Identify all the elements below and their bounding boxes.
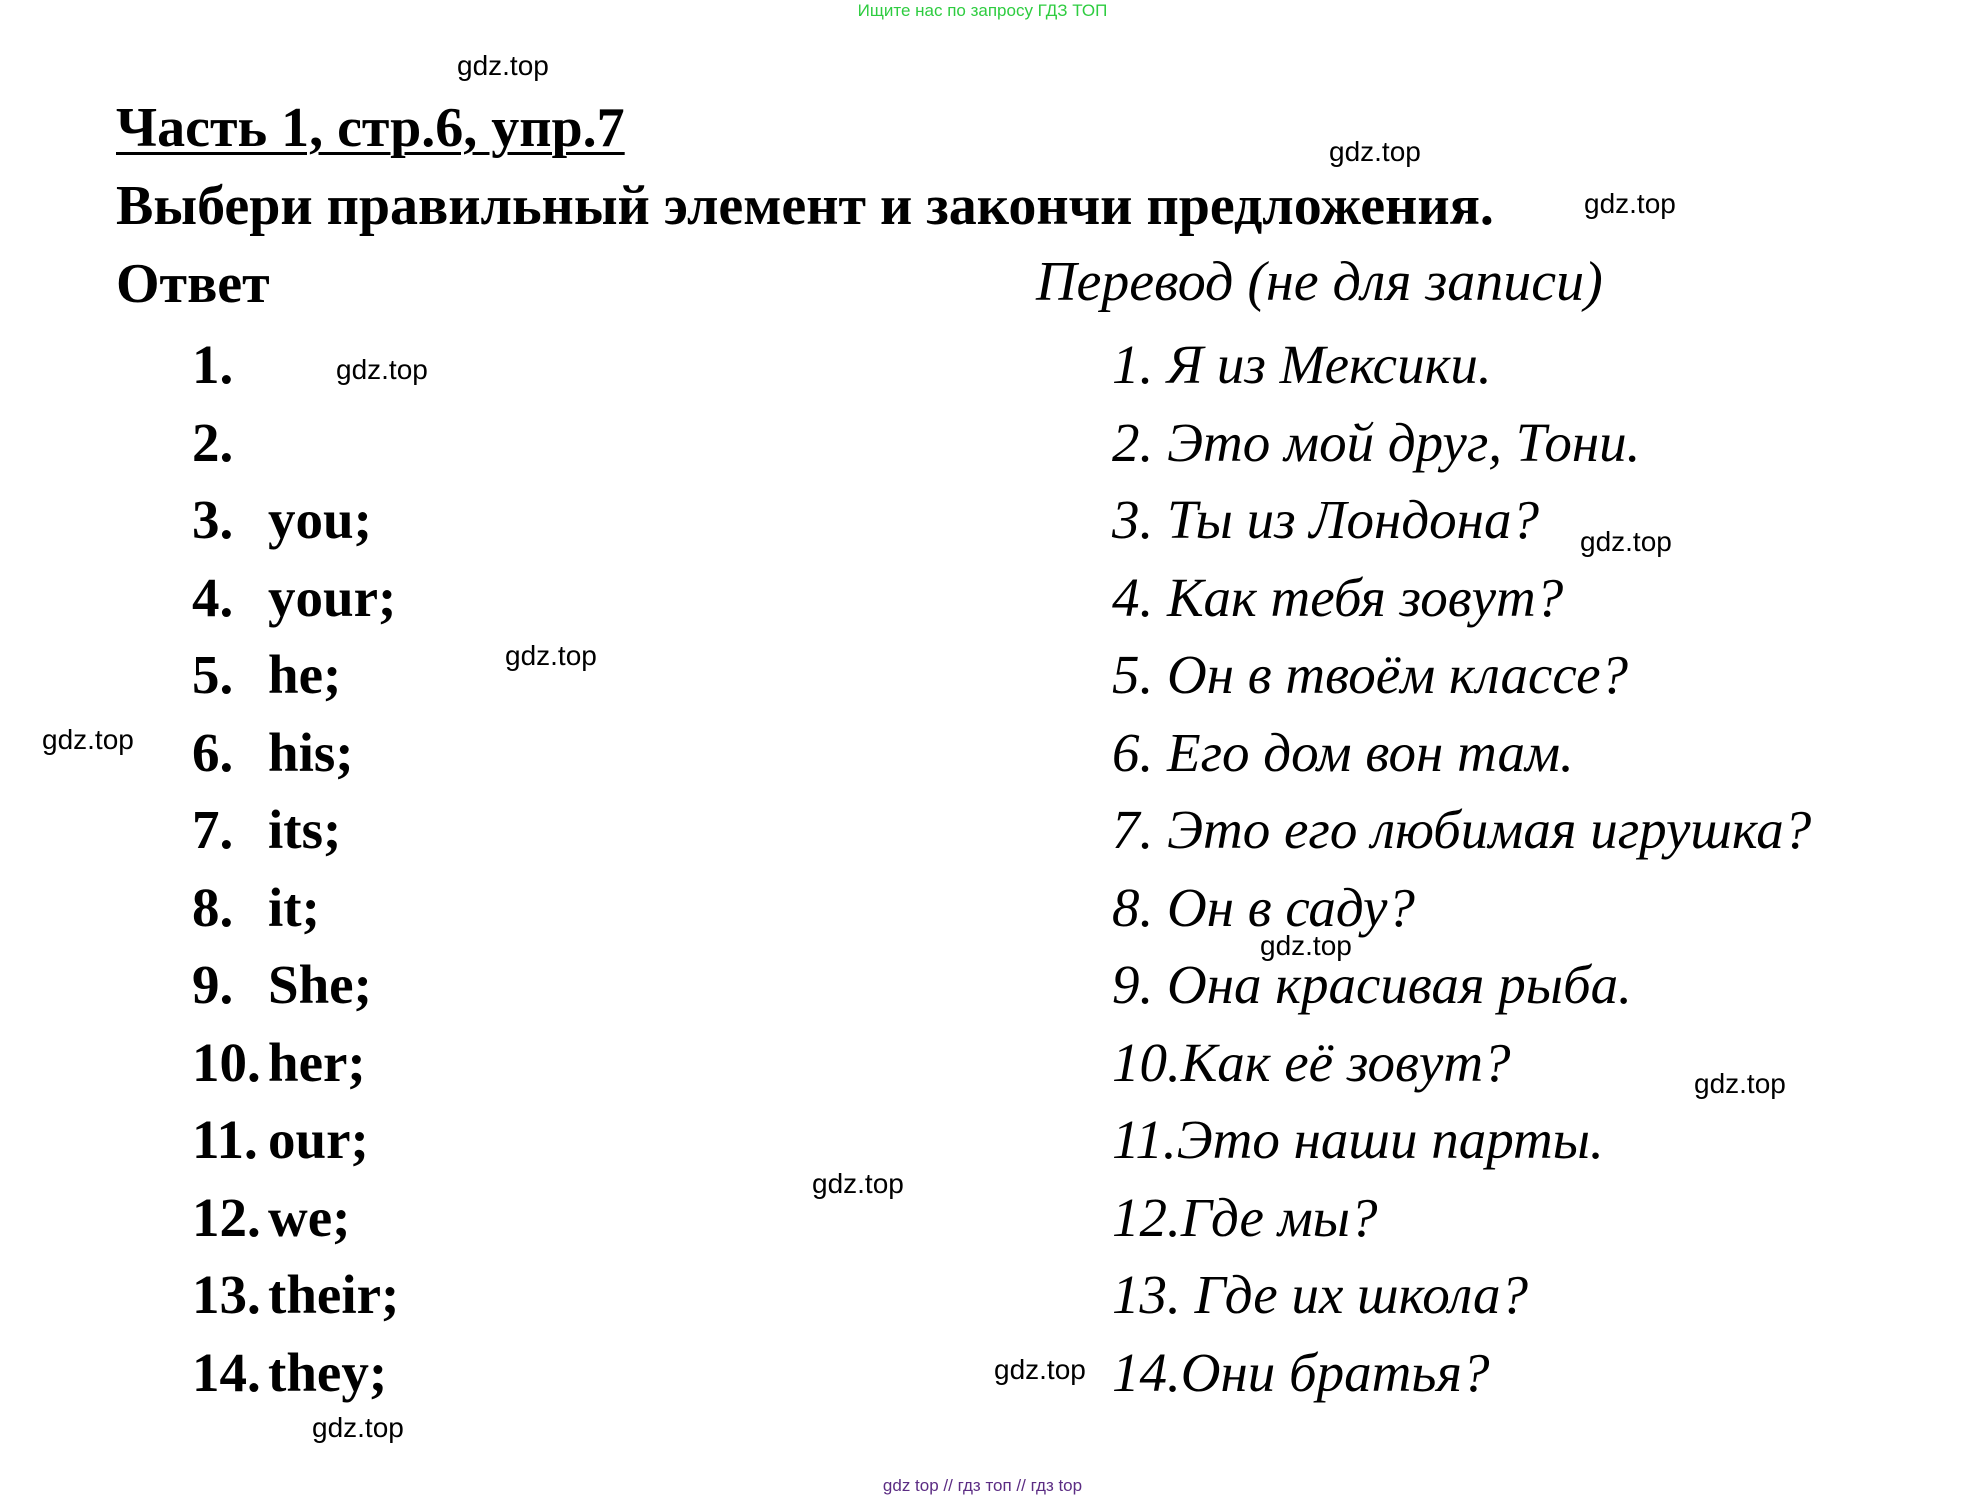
answer-number: 4. bbox=[192, 566, 234, 628]
answer-item bbox=[192, 875, 399, 953]
answer-text: its; bbox=[268, 799, 342, 860]
answer-text: he; bbox=[268, 644, 342, 705]
watermark: gdz.top bbox=[1580, 526, 1672, 557]
translation-item: 8. Он в саду? bbox=[1112, 876, 1415, 938]
watermark: gdz.top bbox=[42, 724, 134, 755]
answer-item bbox=[192, 952, 399, 1030]
answer-item bbox=[192, 487, 399, 565]
answer-item bbox=[192, 642, 399, 720]
translation-item: 4. Как тебя зовут? bbox=[1112, 566, 1564, 628]
answer-item bbox=[192, 1030, 399, 1108]
answer-item bbox=[192, 1340, 399, 1418]
translation-item: 9. Она красивая рыба. bbox=[1112, 954, 1632, 1015]
watermark: gdz.top bbox=[505, 640, 597, 671]
translation-item: 1. Я из Мексики. bbox=[1112, 334, 1492, 395]
translation-item: 6. Его дом вон там. bbox=[1112, 721, 1574, 783]
footer-links[interactable]: gdz top // гдз топ // гдз top bbox=[882, 1476, 1083, 1495]
answer-item bbox=[192, 1262, 399, 1340]
translation-item: 5. Он в твоём классе? bbox=[1112, 644, 1629, 705]
answer-number: 9. bbox=[192, 954, 234, 1015]
answer-number: 10. bbox=[192, 1031, 261, 1093]
answer-number: 11. bbox=[192, 1109, 258, 1170]
watermark: gdz.top bbox=[457, 50, 549, 81]
answer-text: our; bbox=[268, 1109, 369, 1170]
answer-item bbox=[192, 1185, 399, 1263]
watermark: gdz.top bbox=[1694, 1068, 1786, 1099]
translation-list bbox=[1112, 332, 1811, 1417]
watermark: gdz.top bbox=[312, 1412, 404, 1443]
translation-item: 7. Это его любимая игрушка? bbox=[1112, 799, 1812, 860]
answer-text: She; bbox=[268, 954, 372, 1015]
answer-item bbox=[192, 720, 399, 798]
watermark: gdz.top bbox=[1584, 188, 1676, 219]
answer-text: we; bbox=[268, 1186, 351, 1248]
answer-number: 3. bbox=[192, 489, 234, 550]
answer-number: 5. bbox=[192, 644, 234, 705]
answer-number: 13. bbox=[192, 1264, 261, 1325]
answer-list bbox=[192, 332, 399, 1417]
answer-item bbox=[192, 1107, 399, 1185]
watermark: gdz.top bbox=[1329, 136, 1421, 167]
answer-number: 6. bbox=[192, 721, 234, 783]
translation-item: 3. Ты из Лондона? bbox=[1112, 489, 1539, 550]
answer-item bbox=[192, 410, 399, 488]
answer-text: you; bbox=[268, 489, 372, 550]
answer-item bbox=[192, 797, 399, 875]
translation-item: 10.Как её зовут? bbox=[1112, 1031, 1511, 1093]
answer-number: 12. bbox=[192, 1186, 261, 1248]
answer-item bbox=[192, 565, 399, 643]
page-title: Часть 1, стр.6, упр.7 bbox=[116, 97, 625, 159]
translation-heading: Перевод (не для записи) bbox=[1036, 251, 1603, 313]
translation-item: 14.Они братья? bbox=[1112, 1341, 1490, 1403]
exercise-instruction: Выбери правильный элемент и закончи предложения. bbox=[116, 175, 1494, 237]
watermark: gdz.top bbox=[812, 1168, 904, 1199]
translation-item: 12.Где мы? bbox=[1112, 1186, 1378, 1248]
top-banner[interactable]: Ищите нас по запросу ГДЗ ТОП bbox=[857, 1, 1108, 20]
answer-text: it; bbox=[268, 876, 320, 938]
answer-number: 2. bbox=[192, 411, 234, 473]
watermark: gdz.top bbox=[1260, 930, 1352, 961]
answer-text: their; bbox=[268, 1264, 400, 1325]
translation-item: 2. Это мой друг, Тони. bbox=[1112, 411, 1641, 473]
answer-text: her; bbox=[268, 1031, 366, 1093]
translation-item: 11.Это наши парты. bbox=[1112, 1109, 1604, 1170]
answer-number: 14. bbox=[192, 1341, 261, 1403]
answer-heading: Ответ bbox=[116, 253, 270, 315]
answer-number: 7. bbox=[192, 799, 234, 860]
translation-item: 13. Где их школа? bbox=[1112, 1264, 1529, 1325]
answer-number: 8. bbox=[192, 876, 234, 938]
watermark: gdz.top bbox=[994, 1354, 1086, 1385]
answer-number: 1. bbox=[192, 334, 234, 395]
answer-text: your; bbox=[268, 566, 397, 628]
answer-text: his; bbox=[268, 721, 354, 783]
answer-text: they; bbox=[268, 1341, 388, 1403]
watermark: gdz.top bbox=[336, 354, 428, 385]
